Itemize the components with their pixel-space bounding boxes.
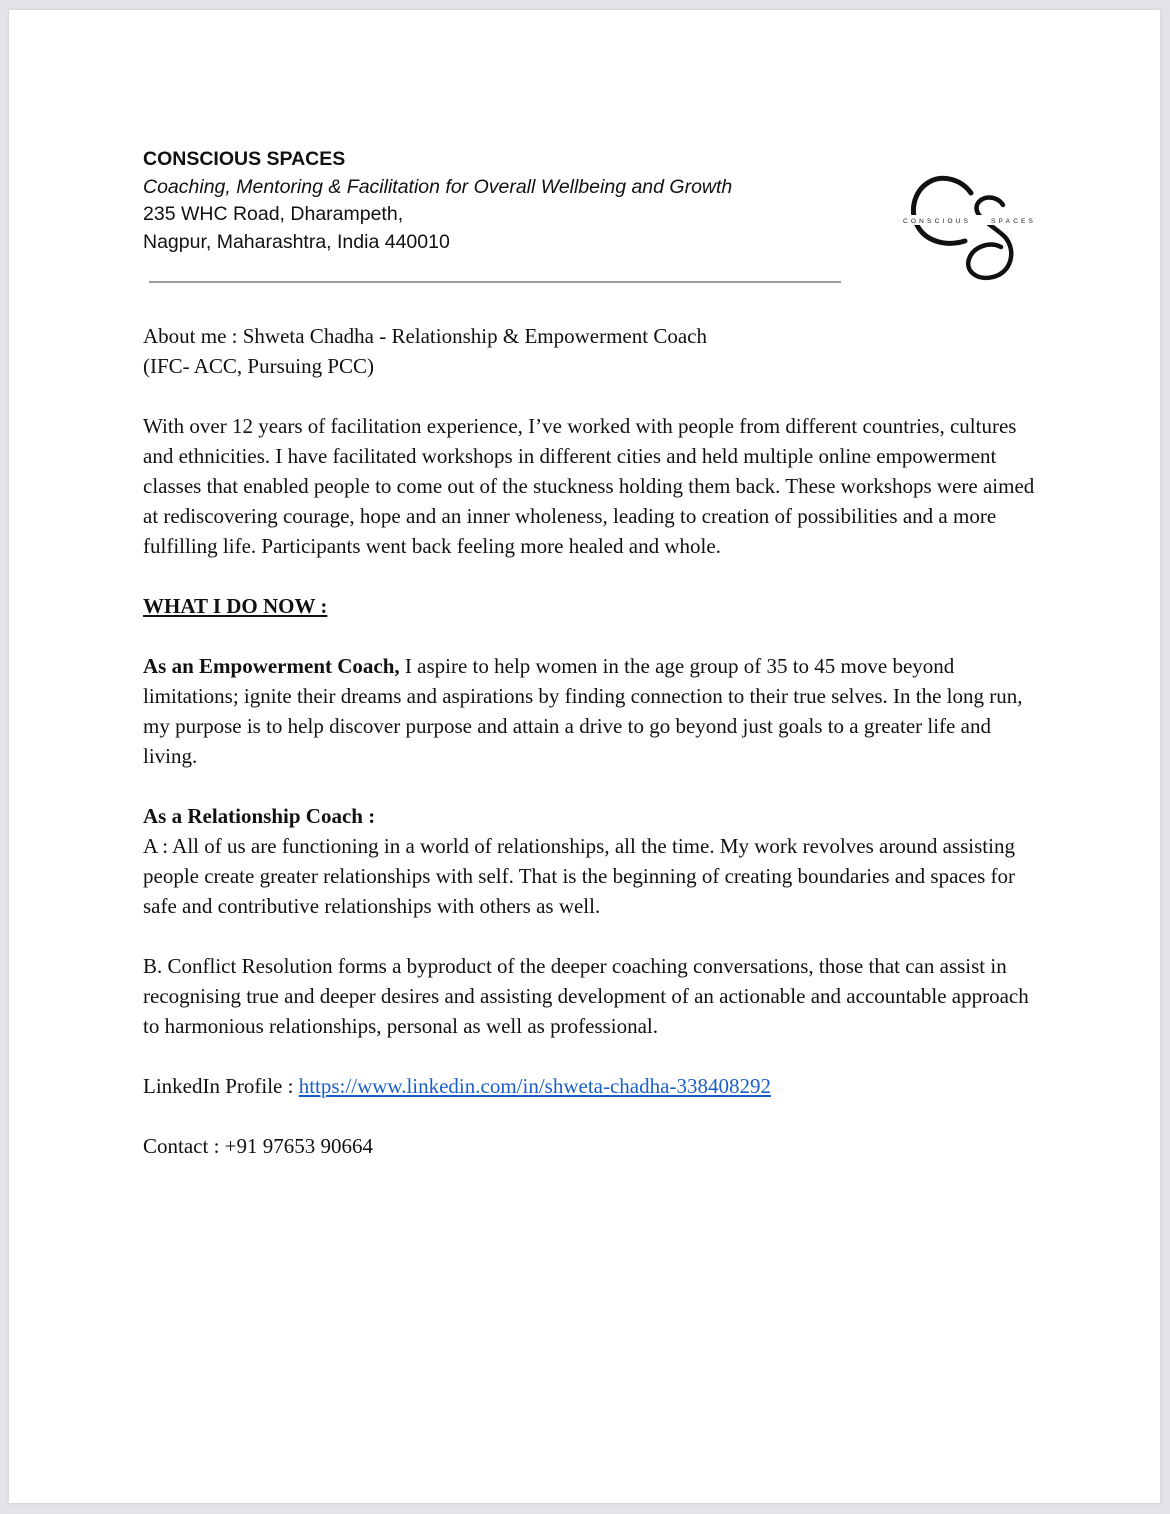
header-divider [149,281,841,283]
logo-wordmark-right: SPACES [991,218,1037,225]
about-line: About me : Shweta Chadha - Relationship & Empowerment Coach [143,324,707,348]
address-line-2: Nagpur, Maharashtra, India 440010 [143,230,450,253]
linkedin-profile-link[interactable]: https://www.linkedin.com/in/shweta-chadha-338408292 [298,1074,771,1098]
document-page [9,10,1160,1503]
credentials-line: (IFC- ACC, Pursuing PCC) [143,354,375,378]
relationship-point-a: A : All of us are functioning in a world of relationships, all the time. My work revolves around assisting people create greater relationships with self. That is the beginning of creating boundaries and spaces for safe and contributive relationships with others as well. [143,834,1015,918]
letterhead [143,146,732,256]
contact-line: Contact : +91 97653 90664 [143,1134,373,1158]
empowerment-lead: As an Empowerment Coach, [143,654,400,678]
relationship-point-b: B. Conflict Resolution forms a byproduct of the deeper coaching conversations, those that can assist in recognising true and deeper desires and assisting development of an actionable and accountable approach to harmonious relationships, personal as well as professional. [143,954,1029,1038]
conscious-spaces-logo [893,165,1053,290]
logo-letter-c [913,178,971,243]
empowerment-paragraph [143,651,1043,771]
section-heading-what-i-do-now: WHAT I DO NOW : [143,594,328,618]
linkedin-line [143,1071,1043,1101]
document-body [143,321,1043,1161]
tagline: Coaching, Mentoring & Facilitation for Overall Wellbeing and Growth [143,175,733,198]
logo-wordmark-left: CONSCIOUS [903,218,972,225]
intro-paragraph: With over 12 years of facilitation experience, I’ve worked with people from different countries, cultures and ethnicities. I have facilitated workshops in different cities and held multiple online empowerment classes that enabled people to come out of the stuckness holding them back. These workshops were aimed at rediscovering courage, hope and an inner wholeness, leading to creation of possibilities and a more fulfilling life. Participants went back feeling more healed and whole. [143,414,1035,558]
linkedin-label: LinkedIn Profile : [143,1074,299,1098]
relationship-heading: As a Relationship Coach : [143,804,376,828]
organization-name: CONSCIOUS SPACES [143,148,346,170]
logo-letter-s [968,198,1011,278]
empowerment-text: I aspire to help women in the age group of 35 to 45 move beyond limitations; ignite their dreams and aspirations by finding connection to their true selves. In the long run, my purpose is to help discover purpose and attain a drive to go beyond just goals to a greater life and living. [143,654,1023,768]
address-line-1: 235 WHC Road, Dharampeth, [143,203,404,225]
